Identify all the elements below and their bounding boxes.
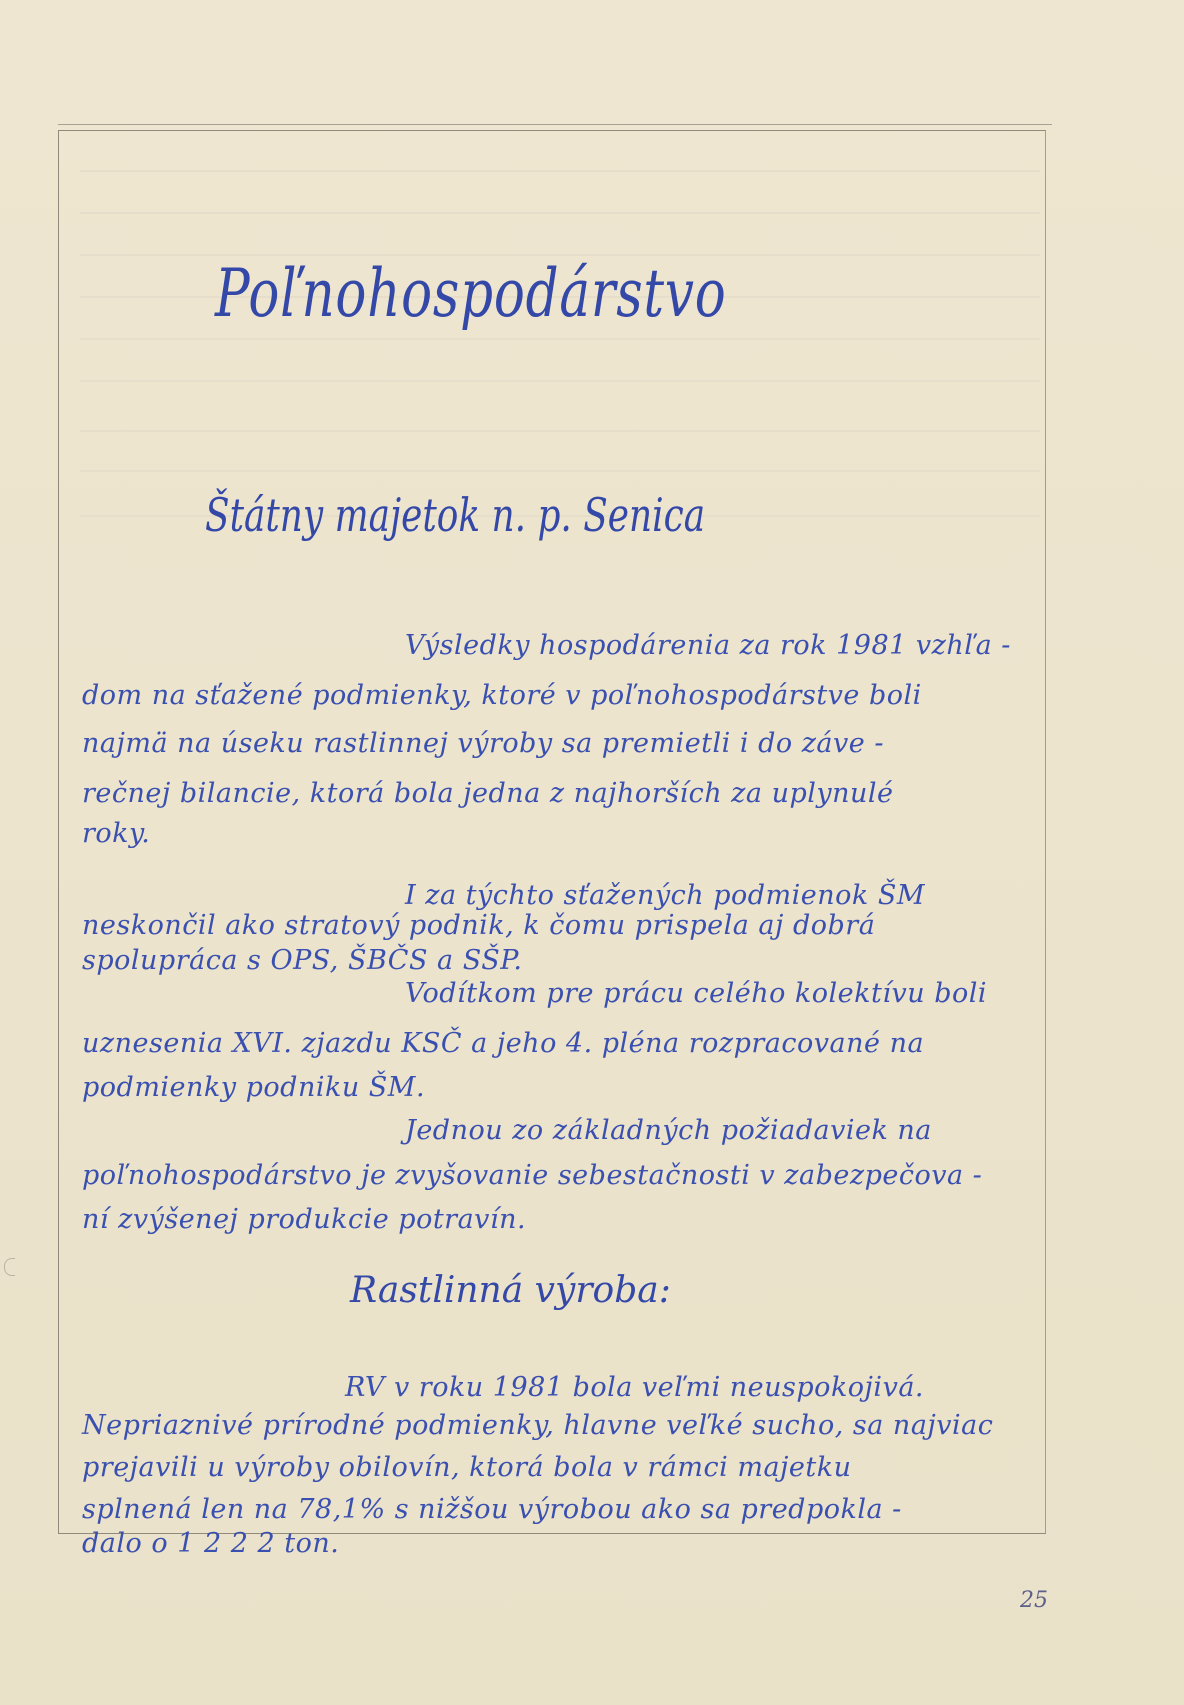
bleed-through-line	[80, 338, 1040, 340]
bleed-through-line	[80, 380, 1040, 382]
paragraph-line: Jednou zo základných požiadaviek na	[405, 1115, 932, 1146]
page-number: 25	[1020, 1588, 1048, 1613]
page-subtitle: Štátny majetok n. p. Senica	[205, 488, 706, 542]
paragraph-line: roky.	[82, 818, 151, 849]
bleed-through-line	[80, 470, 1040, 472]
paragraph-line: najmä na úseku rastlinnej výroby sa premietli i do záve -	[82, 728, 884, 759]
paragraph-line: rečnej bilancie, ktorá bola jedna z najhorších za uplynulé	[82, 778, 894, 809]
paragraph-line: I za týchto sťažených podmienok ŠM	[405, 880, 925, 911]
page-frame	[58, 130, 1046, 1534]
paragraph-line: neskončil ako stratový podnik, k čomu prispela aj dobrá	[82, 910, 876, 941]
paragraph-line: prejavili u výroby obilovín, ktorá bola v rámci majetku	[82, 1452, 852, 1483]
paragraph-line: RV v roku 1981 bola veľmi neuspokojivá.	[345, 1372, 924, 1403]
paragraph-line: Výsledky hospodárenia za rok 1981 vzhľa -	[405, 630, 1011, 661]
frame-top-rule	[58, 124, 1052, 125]
paragraph-line: dom na sťažené podmienky, ktoré v poľnohospodárstve boli	[82, 680, 922, 711]
binding-hole-mark	[4, 1258, 15, 1276]
paragraph-line: ní zvýšenej produkcie potravín.	[82, 1204, 527, 1235]
paragraph-line: poľnohospodárstvo je zvyšovanie sebestačnosti v zabezpečova -	[82, 1160, 983, 1191]
bleed-through-line	[80, 430, 1040, 432]
paragraph-line: dalo o 1 2 2 2 ton.	[82, 1528, 340, 1559]
paragraph-line: podmienky podniku ŠM.	[82, 1072, 426, 1103]
bleed-through-line	[80, 170, 1040, 172]
paragraph-line: spolupráca s OPS, ŠBČS a SŠP.	[82, 945, 523, 976]
paragraph-line: splnená len na 78,1% s nižšou výrobou ako sa predpokla -	[82, 1494, 902, 1525]
paragraph-line: Nepriaznivé prírodné podmienky, hlavne veľké sucho, sa najviac	[82, 1410, 994, 1441]
paragraph-line: Vodítkom pre prácu celého kolektívu boli	[405, 978, 988, 1009]
bleed-through-line	[80, 212, 1040, 214]
section-heading: Rastlinná výroba:	[350, 1270, 671, 1311]
page-title: Poľnohospodárstvo	[215, 255, 727, 332]
paragraph-line: uznesenia XVI. zjazdu KSČ a jeho 4. pléna rozpracované na	[82, 1028, 925, 1059]
